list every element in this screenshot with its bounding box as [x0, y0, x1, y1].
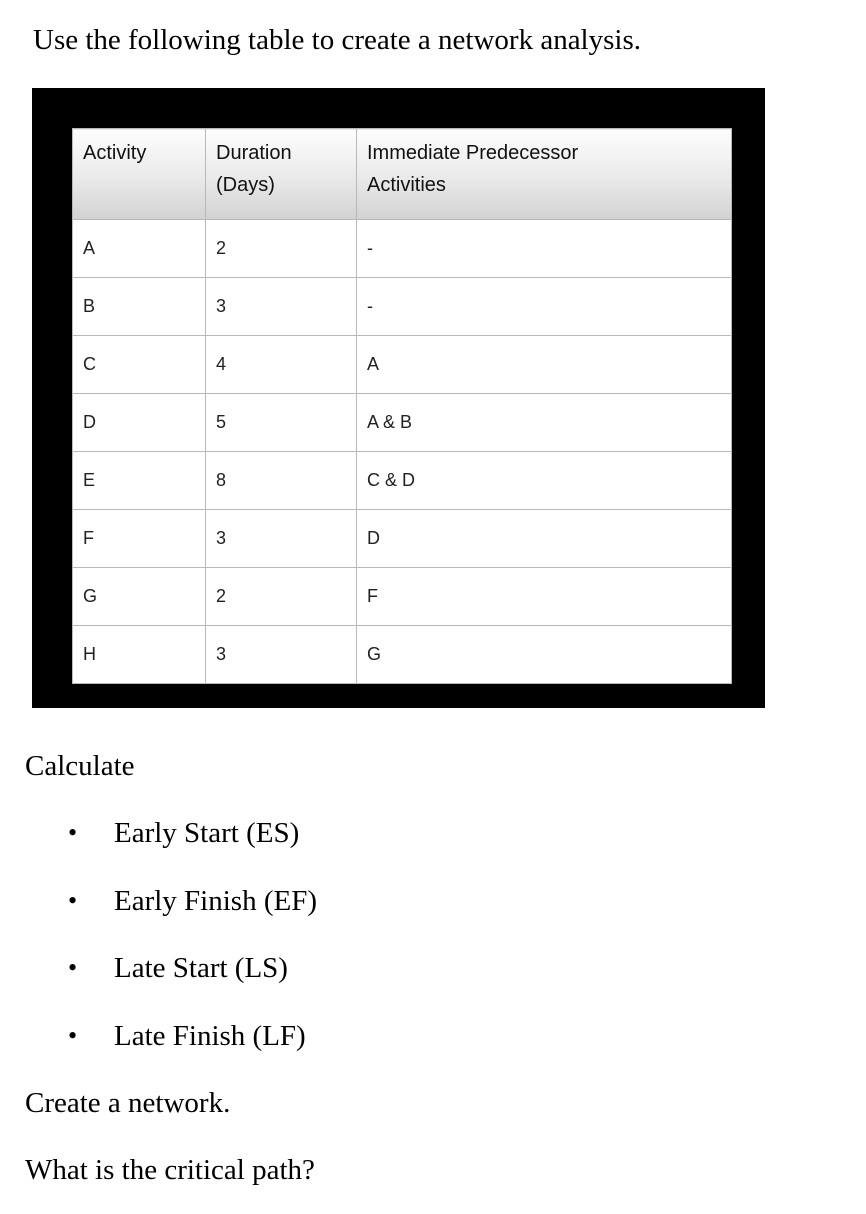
cell-predecessor: -	[357, 278, 732, 336]
cell-activity: E	[73, 452, 206, 510]
header-predecessor	[357, 129, 732, 220]
table-header-row	[73, 129, 732, 220]
cell-duration: 5	[206, 394, 357, 452]
table-row	[73, 510, 732, 568]
table-row	[73, 278, 732, 336]
cell-duration: 2	[206, 568, 357, 626]
cell-activity: F	[73, 510, 206, 568]
header-activity-label: Activity	[83, 142, 147, 164]
cell-predecessor: -	[357, 220, 732, 278]
header-activity	[73, 129, 206, 220]
cell-activity: A	[73, 220, 206, 278]
table-row	[73, 336, 732, 394]
header-duration	[206, 129, 357, 220]
cell-predecessor: G	[357, 626, 732, 684]
cell-predecessor: A & B	[357, 394, 732, 452]
table-row	[73, 568, 732, 626]
bullet-icon: •	[68, 885, 78, 915]
cell-activity: D	[73, 394, 206, 452]
header-duration-line1: Duration	[216, 142, 292, 164]
cell-duration: 3	[206, 626, 357, 684]
list-item-text: Late Finish (LF)	[114, 1019, 306, 1052]
cell-predecessor: A	[357, 336, 732, 394]
cell-predecessor: F	[357, 568, 732, 626]
critical-path-question: What is the critical path?	[25, 1154, 315, 1186]
header-duration-line2: (Days)	[216, 174, 275, 196]
cell-activity: B	[73, 278, 206, 336]
list-item-text: Early Finish (EF)	[114, 884, 317, 917]
calculate-heading: Calculate	[25, 750, 135, 782]
cell-duration: 8	[206, 452, 357, 510]
header-predecessor-line1: Immediate Predecessor	[367, 142, 579, 164]
table-image-frame	[32, 88, 765, 708]
list-item-text: Early Start (ES)	[114, 817, 300, 849]
table-row	[73, 626, 732, 684]
cell-duration: 4	[206, 336, 357, 394]
cell-duration: 2	[206, 220, 357, 278]
bullet-icon: •	[68, 953, 78, 982]
header-predecessor-line2: Activities	[367, 174, 446, 196]
cell-activity: C	[73, 336, 206, 394]
table-row	[73, 452, 732, 510]
list-item-text: Late Start (LS)	[114, 952, 288, 984]
cell-activity: H	[73, 626, 206, 684]
cell-predecessor: C & D	[357, 452, 732, 510]
create-network-text: Create a network.	[25, 1087, 231, 1119]
cell-duration: 3	[206, 278, 357, 336]
table-row	[73, 220, 732, 278]
cell-predecessor: D	[357, 510, 732, 568]
table-row	[73, 394, 732, 452]
intro-text: Use the following table to create a network analysis.	[33, 24, 641, 56]
cell-activity: G	[73, 568, 206, 626]
activity-table	[72, 128, 732, 684]
bullet-icon: •	[68, 818, 78, 847]
bullet-icon: •	[68, 1020, 78, 1050]
cell-duration: 3	[206, 510, 357, 568]
